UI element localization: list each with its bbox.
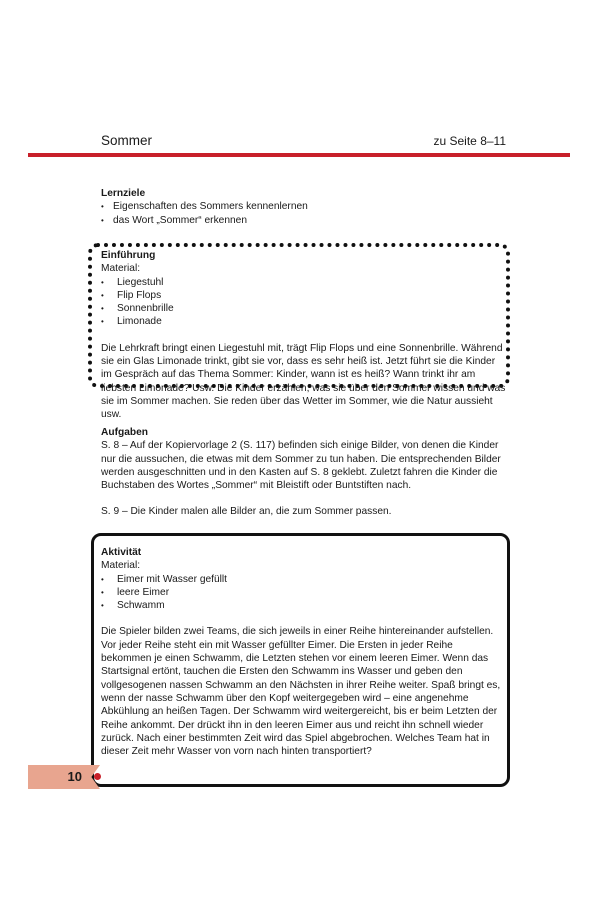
lernziele-section xyxy=(101,187,506,227)
header-divider xyxy=(28,153,570,157)
aktivitaet-material-list xyxy=(101,573,506,613)
aktivitaet-section xyxy=(101,546,506,758)
list-item: • Sonnenbrille xyxy=(101,302,506,315)
list-item: • Liegestuhl xyxy=(101,276,506,289)
list-item: • das Wort „Sommer“ erkennen xyxy=(101,214,506,227)
list-item: • Flip Flops xyxy=(101,289,506,302)
list-item: • Limonade xyxy=(101,315,506,328)
aufgabe-seite-8: S. 8 – Auf der Kopiervorlage 2 (S. 117) befinden sich einige Bilder, von denen die Kinder nur die aussuchen, die etwas mit dem Sommer zu tun haben. Die entsprechenden Bilder werden ausgeschnitten und in den Kasten auf S. 8 geklebt. Zuletzt fahren die Kinder die Buchstaben des Wortes „Sommer“ mit Bleistift oder Buntstiften nach. xyxy=(101,440,501,492)
list-item: • Eimer mit Wasser gefüllt xyxy=(101,573,506,586)
material-label: Material: xyxy=(101,560,141,572)
page-marker-dot-icon xyxy=(94,773,101,780)
lernziele-heading: Lernziele xyxy=(101,188,146,199)
aufgaben-heading: Aufgaben xyxy=(101,427,148,438)
list-item: • Schwamm xyxy=(101,599,506,612)
aufgabe-seite-9: S. 9 – Die Kinder malen alle Bilder an, die zum Sommer passen. xyxy=(101,506,392,518)
aktivitaet-heading: Aktivität xyxy=(101,547,142,558)
lernziele-list xyxy=(101,200,506,227)
einfuehrung-section xyxy=(101,249,506,422)
list-item: • leere Eimer xyxy=(101,586,506,599)
einfuehrung-heading: Einführung xyxy=(101,250,156,261)
aktivitaet-text: Die Spieler bilden zwei Teams, die sich jeweils in einer Reihe hintereinander aufstellen. Vor jeder Reihe steht ein mit Wasser gefüllter Eimer. Die Ersten in jeder Reihe bekommen je einen Schwamm, die Letzten stehen vor einem leeren Eimer. Wenn das Startsignal ertönt, tauchen die Ersten den Schwamm ins Wasser und geben den vollgesogenen nassen Schwamm an den Nächsten in ihrer Reihe weiter. Spaß bringt es, wenn der nasse Schwamm über den Kopf weitergegeben wird – eine angenehme Abkühlung an heißen Tagen. Der Schwamm wird weitergereicht, bis er beim Letzten der Reihe ankommt. Der drückt ihn in den leeren Eimer aus und reicht ihn schnell wieder zurück. Nach einer bestimmten Zeit wird das Spiel abgebrochen. Welches Team hat in dieser Zeit mehr Wasser von vorn nach hinten transportiert? xyxy=(101,626,501,758)
material-label: Material: xyxy=(101,263,141,275)
list-item: • Eigenschaften des Sommers kennenlernen xyxy=(101,200,506,213)
einfuehrung-text: Die Lehrkraft bringt einen Liegestuhl mit, trägt Flip Flops und eine Sonnenbrille. Während sie ein Glas Limonade trinkt, gibt sie vor, dass es sehr heiß ist. Jetzt führt sie die Kinder im Gespräch auf das Thema Sommer: Kinder, wann ist es heiß? Wann trinkt ihr am liebsten Limonade? Usw. Die Kinder erzählen, was sie über den Sommer wissen und was sie im Sommer machen. Sie reden über das Wetter im Sommer, wie die Natur aussieht usw. xyxy=(101,342,506,421)
page-title: Sommer xyxy=(101,133,153,148)
einfuehrung-material-list xyxy=(101,276,506,329)
spacer xyxy=(101,492,506,505)
spacer xyxy=(101,329,506,342)
page-reference: zu Seite 8–11 xyxy=(433,134,506,148)
aufgaben-section xyxy=(101,426,506,519)
spacer xyxy=(101,612,506,625)
page-number: 10 xyxy=(67,769,82,784)
